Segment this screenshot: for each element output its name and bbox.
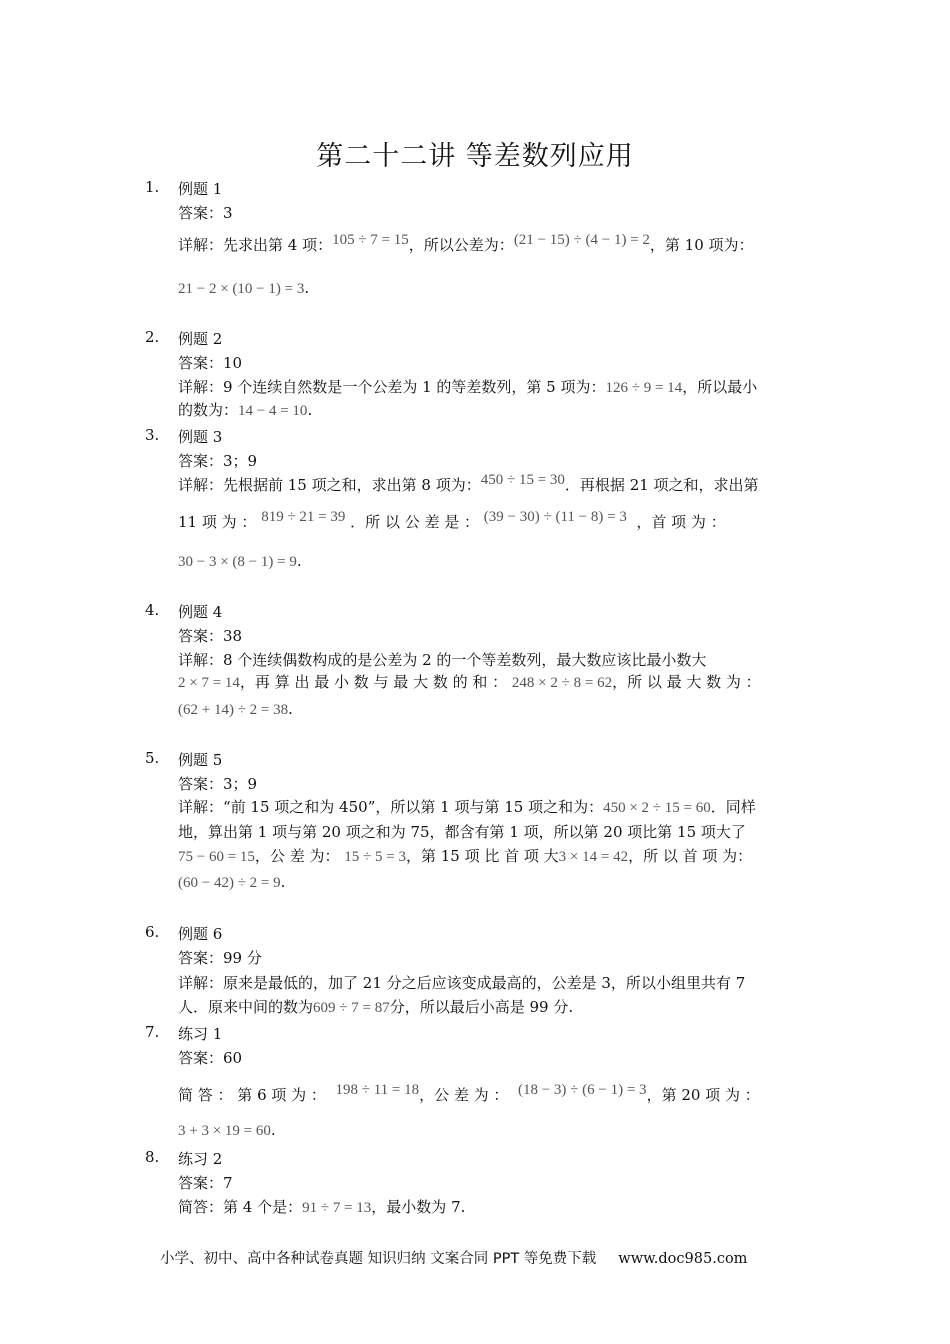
item-heading: 例题 2 (178, 330, 223, 348)
item-heading: 例题 1 (178, 180, 223, 198)
item-heading: 练习 1 (178, 1025, 223, 1043)
item-number: 7. (145, 1023, 160, 1041)
item-detail-line: 详解：先求出第 4 项：105 ÷ 7 = 15，所以公差为：(21 − 15) ÷ (4 − 1) = 2，第 10 项为： (178, 232, 754, 254)
item-number: 2. (145, 328, 160, 346)
item-detail-line: (60 − 42) ÷ 2 = 9. (178, 873, 286, 891)
item-number: 1. (145, 178, 160, 196)
item-answer: 答案：3；9 (178, 775, 258, 793)
item-answer: 答案：7 (178, 1174, 233, 1192)
item-heading: 例题 4 (178, 603, 223, 621)
item-number: 6. (145, 923, 160, 941)
formula: 2 × 7 = 14 (178, 675, 240, 691)
item-answer: 答案：10 (178, 354, 243, 372)
page-footer (160, 1247, 747, 1268)
formula: (21 − 15) ÷ (4 − 1) = 2 (513, 232, 650, 248)
formula: 91 ÷ 7 = 13 (302, 1200, 372, 1216)
item-answer: 答案：3 (178, 204, 233, 222)
formula: 450 ÷ 15 = 30 (480, 472, 565, 488)
item-detail-line: 人．原来中间的数为609 ÷ 7 = 87分，所以最后小高是 99 分. (178, 998, 574, 1016)
item-detail-line: 21 − 2 × (10 − 1) = 3. (178, 279, 310, 297)
page-title: 第二十二讲 等差数列应用 (316, 141, 634, 172)
item-detail-line: 的数为：14 − 4 = 10. (178, 401, 313, 419)
formula: 3 + 3 × 19 = 60 (178, 1123, 271, 1139)
formula: 14 − 4 = 10 (238, 403, 308, 419)
item-detail-line: 详解：原来是最低的，加了 21 分之后应该变成最高的，公差是 3，所以小组里共有 7 (178, 974, 746, 992)
formula: 15 ÷ 5 = 3 (344, 849, 406, 865)
formula: 75 − 60 = 15 (178, 849, 255, 865)
item-number: 3. (145, 426, 160, 444)
item-heading: 练习 2 (178, 1150, 223, 1168)
formula: 126 ÷ 9 = 14 (605, 380, 683, 396)
item-heading: 例题 3 (178, 428, 223, 446)
formula: 30 − 3 × (8 − 1) = 9 (178, 554, 297, 570)
footer-url[interactable]: www.doc985.com (618, 1251, 748, 1267)
item-detail-line: 简答：第 4 个是：91 ÷ 7 = 13，最小数为 7. (178, 1198, 466, 1216)
item-detail-line: 地，算出第 1 项与第 20 项之和为 75，都含有第 1 项，所以第 20 项比第 15 项大了 (178, 823, 746, 841)
item-answer: 答案：99 分 (178, 949, 262, 967)
item-heading: 例题 6 (178, 925, 223, 943)
item-number: 4. (145, 601, 160, 619)
item-detail-line: 2 × 7 = 14，再 算 出 最 小 数 与 最 大 数 的 和 ： 248 × 2 ÷ 8 = 62，所 以 最 大 数 为 ： (178, 673, 761, 691)
item-detail-line: 详解：8 个连续偶数构成的是公差为 2 的一个等差数列，最大数应该比最小数大 (178, 651, 707, 669)
item-detail-line: 简 答 ： 第 6 项 为 ： 198 ÷ 11 = 18，公 差 为 ： (18 − 3) ÷ (6 − 1) = 3，第 20 项 为 ： (178, 1082, 760, 1104)
formula: (62 + 14) ÷ 2 = 38 (178, 702, 289, 718)
formula: 248 × 2 ÷ 8 = 62 (511, 675, 613, 691)
item-answer: 答案：38 (178, 627, 243, 645)
item-answer: 答案：60 (178, 1049, 243, 1067)
item-answer: 答案：3；9 (178, 452, 258, 470)
formula: 819 ÷ 21 = 39 (261, 509, 346, 525)
item-detail-line: 11 项 为 ： 819 ÷ 21 = 39 ．所 以 公 差 是 ： (39 − 30) ÷ (11 − 8) = 3 ，首 项 为 ： (178, 509, 726, 531)
formula: 3 × 14 = 42 (558, 849, 629, 865)
formula: 198 ÷ 11 = 18 (335, 1082, 420, 1098)
item-number: 5. (145, 749, 160, 767)
item-detail-line: 3 + 3 × 19 = 60. (178, 1121, 276, 1139)
item-detail-line: 详解：先根据前 15 项之和，求出第 8 项为：450 ÷ 15 = 30．再根据 21 项之和，求出第 (178, 472, 759, 494)
formula: 609 ÷ 7 = 87 (313, 1000, 390, 1016)
item-detail-line: 详解：9 个连续自然数是一个公差为 1 的等差数列，第 5 项为：126 ÷ 9 = 14，所以最小 (178, 378, 758, 396)
formula: 21 − 2 × (10 − 1) = 3 (178, 281, 305, 297)
item-detail-line: 30 − 3 × (8 − 1) = 9. (178, 552, 302, 570)
item-detail-line: 详解：“前 15 项之和为 450”，所以第 1 项与第 15 项之和为：450 × 2 ÷ 15 = 60．同样 (178, 798, 756, 816)
item-detail-line: (62 + 14) ÷ 2 = 38. (178, 700, 293, 718)
formula: (60 − 42) ÷ 2 = 9 (178, 875, 281, 891)
footer-text: 小学、初中、高中各种试卷真题 知识归纳 文案合同 PPT 等免费下载 (160, 1251, 597, 1267)
item-heading: 例题 5 (178, 751, 223, 769)
formula: (18 − 3) ÷ (6 − 1) = 3 (517, 1082, 647, 1098)
formula: 450 × 2 ÷ 15 = 60 (603, 800, 711, 816)
formula: (39 − 30) ÷ (11 − 8) = 3 (483, 509, 627, 525)
formula: 105 ÷ 7 = 15 (332, 232, 409, 248)
item-detail-line: 75 − 60 = 15，公 差 为： 15 ÷ 5 = 3，第 15 项 比 首 项 大3 × 14 = 42，所 以 首 项 为： (178, 847, 753, 865)
item-number: 8. (145, 1148, 160, 1166)
